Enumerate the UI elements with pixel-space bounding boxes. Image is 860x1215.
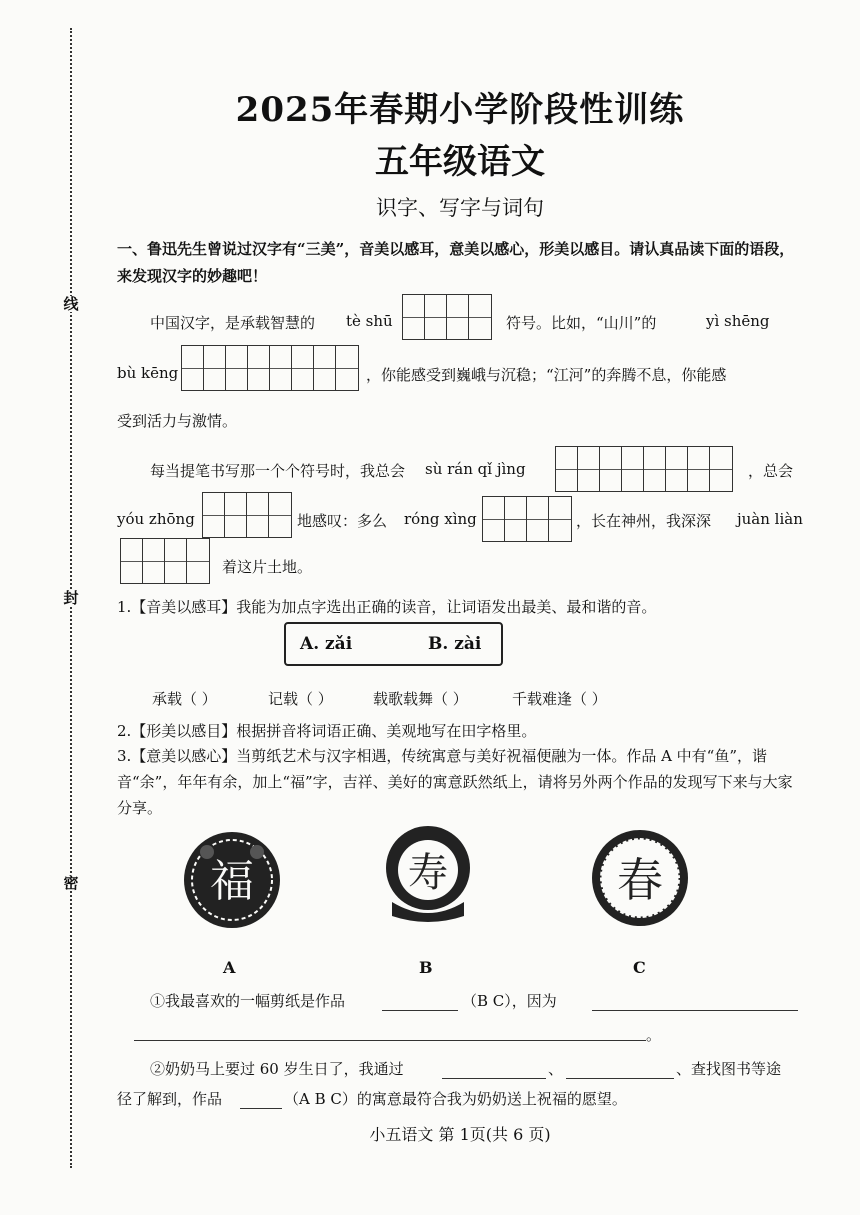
- item1-blank-work[interactable]: [382, 992, 458, 1011]
- p1-text-b: 符号。比如，“山川”的: [506, 314, 657, 332]
- papercut-chun-image: [590, 828, 690, 932]
- svg-text:寿: 寿: [408, 850, 448, 896]
- item2-text-a: ②奶奶马上要过 60 岁生日了，我通过: [150, 1060, 404, 1078]
- p2-text-b: ，总会: [748, 462, 794, 480]
- option-a[interactable]: A. zǎi: [300, 634, 353, 654]
- p1-text-d: 受到活力与激情。: [117, 412, 238, 430]
- papercut-fu-image: [182, 830, 282, 934]
- tianzi-grid-teshu[interactable]: [402, 294, 492, 340]
- image-label-c: C: [633, 958, 646, 977]
- exam-title: 2025年春期小学阶段性训练: [235, 90, 685, 130]
- section1-heading: 一、鲁迅先生曾说过汉字有“三美”，音美以感耳，意美以感心，形美以感目。请认真品读下面的语段，来发现汉字的妙趣吧！: [117, 240, 795, 285]
- item2-text-b: 、: [548, 1060, 564, 1078]
- item1-blank-reason-2[interactable]: [134, 1022, 646, 1041]
- tianzi-grid-yishengbukeng[interactable]: [181, 345, 359, 391]
- p2-text-e: 着这片土地。: [222, 558, 313, 576]
- binding-label-secret: 密: [63, 874, 79, 892]
- option-b[interactable]: B. zài: [428, 634, 482, 654]
- binding-label-seal: 封: [63, 589, 79, 607]
- papercut-shou-image: [382, 824, 474, 928]
- item2-blank-work[interactable]: [240, 1090, 282, 1109]
- tianzi-grid-youzhong[interactable]: [202, 492, 292, 538]
- tianzi-grid-suranqijing[interactable]: [555, 446, 733, 492]
- p2-text-c: 地感叹：多么: [297, 512, 388, 530]
- tianzi-grid-juanlian[interactable]: [120, 538, 210, 584]
- pinyin-teshu: tè shū: [346, 312, 393, 330]
- binding-label-line: 线: [63, 295, 79, 313]
- item2-blank-way-1[interactable]: [442, 1060, 546, 1079]
- p1-text-a: 中国汉字，是承载智慧的: [150, 314, 316, 332]
- p2-text-d: ，长在神州，我深深: [576, 512, 712, 530]
- question-3-text: 3.【意美以感心】当剪纸艺术与汉字相遇，传统寓意与美好祝福便融为一体。作品 A 中有“鱼”，谐音“余”，年年有余，加上“福”字，吉祥、美好的寓意跃然纸上，请将另外两个作品的发现写下来与大家分享。: [117, 747, 793, 817]
- word-zaigezaiwu[interactable]: 载歌载舞（ ）: [373, 690, 468, 708]
- p2-text-a: 每当提笔书写那一个个符号时，我总会: [150, 462, 406, 480]
- pinyin-yisheng: yì shēng: [706, 312, 770, 330]
- pinyin-bukeng: bù kēng: [117, 364, 179, 382]
- word-qianzainanfeng[interactable]: 千载难逢（ ）: [512, 690, 607, 708]
- svg-text:春: 春: [617, 853, 663, 907]
- item2-text-c: 、查找图书等途: [676, 1060, 782, 1078]
- word-chengzai[interactable]: 承载（ ）: [152, 690, 217, 708]
- image-label-a: A: [223, 958, 236, 977]
- word-jizai[interactable]: 记载（ ）: [268, 690, 333, 708]
- item2-text-d: 径了解到，作品: [117, 1090, 223, 1108]
- tianzi-grid-rongxing[interactable]: [482, 496, 572, 542]
- p1-text-c: ，你能感受到巍峨与沉稳；“江河”的奔腾不息，你能感: [366, 366, 727, 384]
- exam-subtitle: 五年级语文: [375, 142, 545, 182]
- pronunciation-options-box: [284, 622, 503, 666]
- pinyin-rongxing: róng xìng: [404, 510, 477, 528]
- page-footer: 小五语文 第 1页(共 6 页): [369, 1125, 551, 1144]
- item1-text-b: （B C），因为: [462, 992, 557, 1010]
- pinyin-suran: sù rán qǐ jìng: [425, 460, 526, 478]
- item2-blank-way-2[interactable]: [566, 1060, 674, 1079]
- question-2-text: 2.【形美以感目】根据拼音将词语正确、美观地写在田字格里。: [117, 722, 537, 740]
- pinyin-juanlian: juàn liàn: [737, 510, 803, 528]
- item1-blank-reason-1[interactable]: [592, 992, 798, 1011]
- item1-end: 。: [646, 1026, 662, 1044]
- pinyin-youzhong: yóu zhōng: [117, 510, 195, 528]
- item2-text-e: （A B C）的寓意最符合我为奶奶送上祝福的愿望。: [284, 1090, 627, 1108]
- question-1-text: 1.【音美以感耳】我能为加点字选出正确的读音，让词语发出最美、最和谐的音。: [117, 598, 657, 616]
- item1-text-a: ①我最喜欢的一幅剪纸是作品: [150, 992, 346, 1010]
- section-title: 识字、写字与词句: [376, 196, 544, 220]
- image-label-b: B: [419, 958, 433, 977]
- svg-text:福: 福: [210, 856, 254, 907]
